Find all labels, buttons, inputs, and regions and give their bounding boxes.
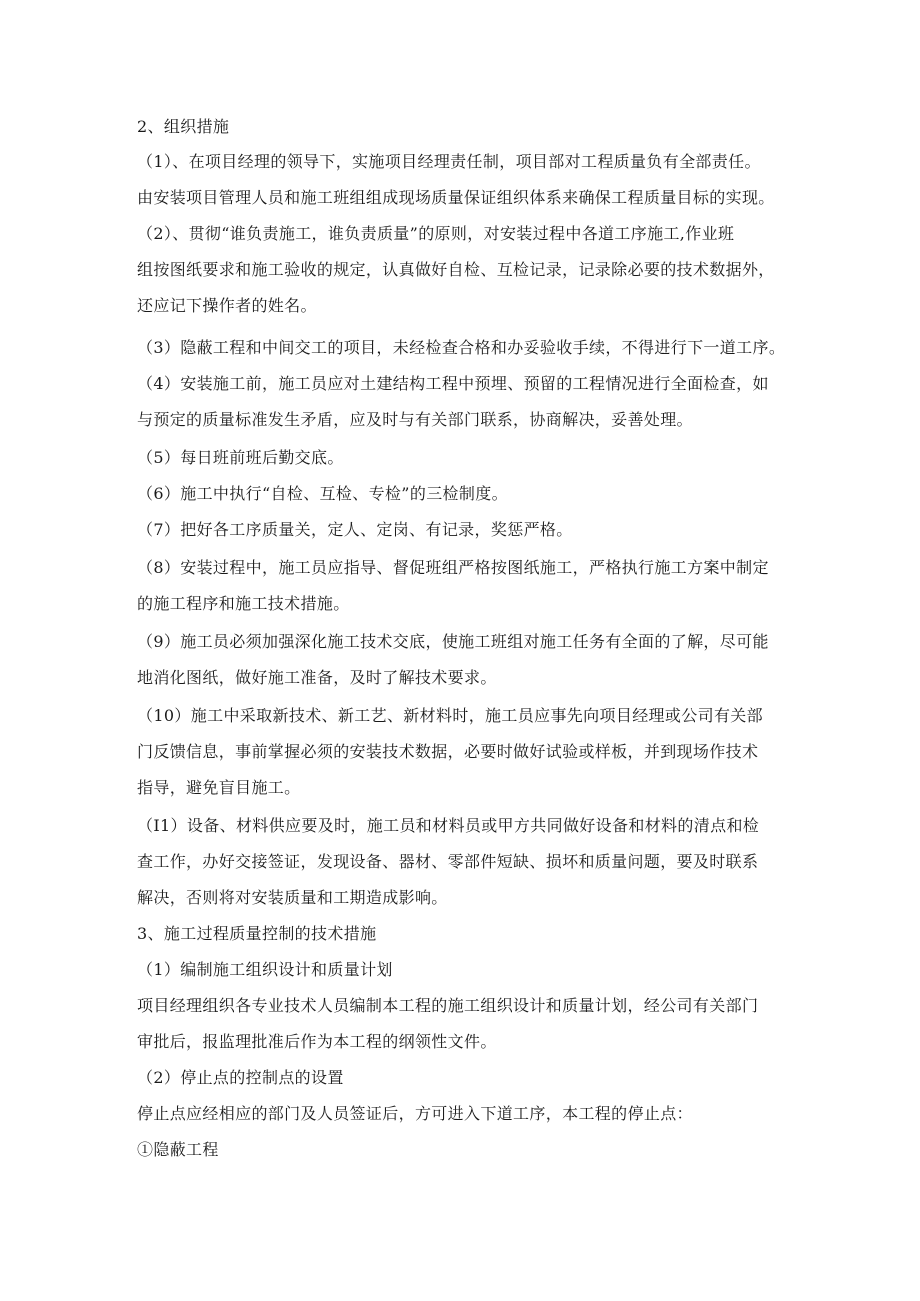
paragraph-line: 指导，避免盲目施工。 xyxy=(137,778,301,797)
subheading-line: （2）停止点的控制点的设置 xyxy=(137,1068,344,1087)
paragraph-line: 地消化图纸，做好施工准备，及时了解技术要求。 xyxy=(137,668,497,687)
paragraph-line: 的施工程序和施工技术措施。 xyxy=(137,594,350,613)
paragraph-line: 审批后，报监理批准后作为本工程的纲领性文件。 xyxy=(137,1032,497,1051)
paragraph-line: （6）施工中执行“自检、互检、专检”的三检制度。 xyxy=(137,484,508,503)
paragraph-line: 查工作，办好交接签证，发现设备、器材、零部件短缺、损坏和质量问题，要及时联系 xyxy=(137,852,759,871)
section-heading-organization: 2、组织措施 xyxy=(137,117,230,136)
paragraph-line: 与预定的质量标准发生矛盾，应及时与有关部门联系，协商解决，妥善处理。 xyxy=(137,410,693,429)
paragraph-line: （10）施工中采取新技术、新工艺、新材料时，施工员应事先向项目经理或公司有关部 xyxy=(137,706,764,725)
section-heading-technical-measures: 3、施工过程质量控制的技术措施 xyxy=(137,924,377,943)
paragraph-line: 门反馈信息，事前掌握必须的安装技术数据，必要时做好试验或样板，并到现场作技术 xyxy=(137,742,759,761)
paragraph-line: （4）安装施工前，施工员应对土建结构工程中预埋、预留的工程情况进行全面检查，如 xyxy=(137,374,769,393)
paragraph-line: ①隐蔽工程 xyxy=(137,1140,219,1159)
subheading-line: （1）编制施工组织设计和质量计划 xyxy=(137,960,393,979)
paragraph-line: （9）施工员必须加强深化施工技术交底，使施工班组对施工任务有全面的了解，尽可能 xyxy=(137,632,769,651)
paragraph-line: 由安装项目管理人员和施工班组组成现场质量保证组织体系来确保工程质量目标的实现。 xyxy=(137,188,775,207)
paragraph-line: （I1）设备、材料供应要及时，施工员和材料员或甲方共同做好设备和材料的清点和检 xyxy=(137,816,760,835)
paragraph-line: （7）把好各工序质量关，定人、定岗、有记录，奖惩严格。 xyxy=(137,520,573,539)
paragraph-line: 组按图纸要求和施工验收的规定，认真做好自检、互检记录，记录除必要的技术数据外， xyxy=(137,260,775,279)
paragraph-line: （1）、在项目经理的领导下，实施项目经理责任制，项目部对工程质量负有全部责任。 xyxy=(137,152,761,171)
paragraph-line: （5）每日班前班后勤交底。 xyxy=(137,448,344,467)
paragraph-line: 还应记下操作者的姓名。 xyxy=(137,296,317,315)
paragraph-line: 停止点应经相应的部门及人员签证后，方可进入下道工序，本工程的停止点： xyxy=(137,1104,693,1123)
paragraph-line: （2）、贯彻“谁负责施工，谁负责质量”的原则，对安装过程中各道工序施工,作业班 xyxy=(137,224,735,243)
paragraph-line: 项目经理组织各专业技术人员编制本工程的施工组织设计和质量计划，经公司有关部门 xyxy=(137,996,759,1015)
paragraph-line: 解决，否则将对安装质量和工期造成影响。 xyxy=(137,888,448,907)
paragraph-line: （3）隐蔽工程和中间交工的项目，未经检查合格和办妥验收手续，不得进行下一道工序。 xyxy=(137,338,786,357)
paragraph-line: （8）安装过程中，施工员应指导、督促班组严格按图纸施工，严格执行施工方案中制定 xyxy=(137,558,769,577)
